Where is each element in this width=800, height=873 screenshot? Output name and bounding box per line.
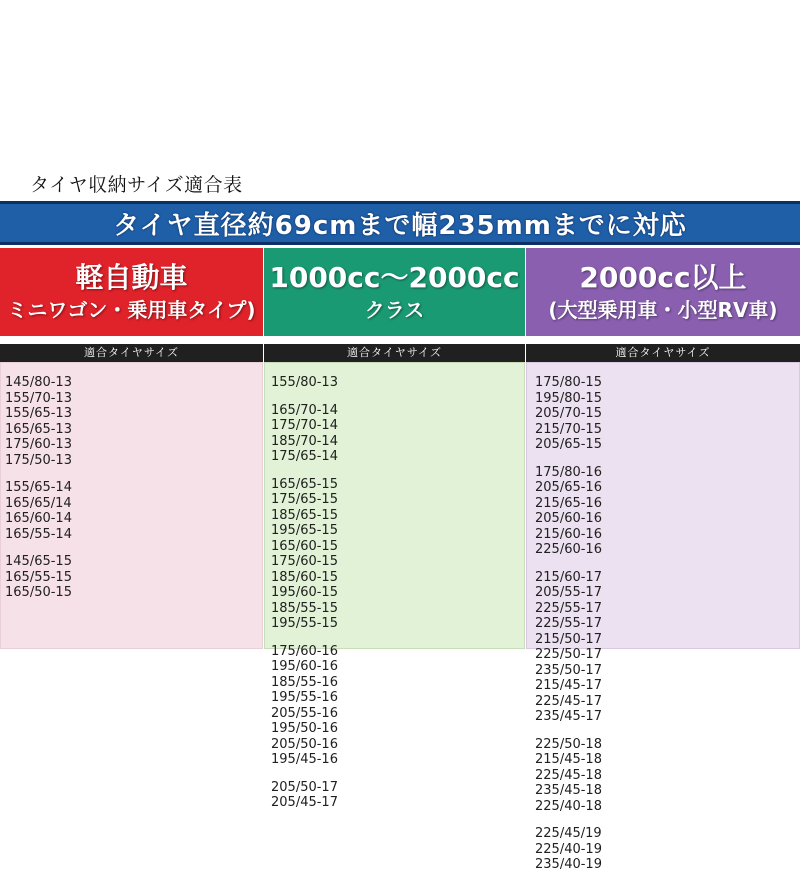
tire-size: 205/50-17 [271, 779, 338, 795]
size-row [271, 780, 524, 811]
tire-size: 235/40-19 [535, 857, 602, 872]
size-list-2000-plus [527, 363, 799, 873]
size-row [535, 570, 799, 617]
tire-size: 215/45-18 [535, 752, 602, 767]
size-group [271, 375, 524, 391]
tire-size: 175/60-16 [271, 643, 338, 659]
size-group [271, 477, 524, 632]
size-row [535, 375, 799, 422]
tire-size: 195/60-15 [271, 585, 338, 600]
size-group [5, 375, 262, 468]
column-header-title: 2000cc以上 [579, 261, 747, 294]
tire-size: 175/50-13 [5, 452, 72, 468]
tire-size: 165/55-15 [5, 569, 72, 585]
tire-size: 165/50-15 [5, 585, 72, 600]
column-header-subtitle: (大型乗用車・小型RV車) [548, 298, 778, 322]
size-label-bar: 適合タイヤサイズ [264, 344, 525, 362]
size-label-bar: 適合タイヤサイズ [526, 344, 800, 362]
tire-size: 165/65/14 [5, 495, 72, 511]
size-list-1000-2000 [265, 363, 524, 811]
tire-size: 195/60-16 [271, 659, 338, 674]
tire-size: 215/45-17 [535, 678, 602, 693]
tire-size: 175/80-16 [535, 464, 602, 480]
tire-size: 215/60-17 [535, 569, 602, 585]
tire-size: 155/70-13 [5, 390, 72, 406]
size-row [535, 422, 799, 453]
size-group [535, 826, 799, 873]
tire-size: 195/55-16 [271, 690, 338, 705]
tire-size: 165/70-14 [271, 402, 338, 418]
tire-size: 205/55-17 [535, 585, 602, 600]
size-row [271, 449, 524, 465]
size-row [535, 616, 799, 663]
size-row [271, 523, 524, 570]
tire-size: 225/55-17 [535, 616, 602, 631]
size-row [271, 616, 524, 632]
tire-size: 215/50-17 [535, 631, 602, 647]
tire-size: 195/45-16 [271, 752, 338, 767]
size-row [271, 690, 524, 737]
tire-size: 145/65-15 [5, 554, 72, 569]
size-row [5, 375, 262, 422]
size-label-bar: 適合タイヤサイズ [0, 344, 263, 362]
size-group [535, 570, 799, 725]
tire-size: 175/65-14 [271, 449, 338, 464]
tire-size: 155/65-14 [5, 480, 72, 495]
size-row [535, 737, 799, 784]
tire-size: 185/65-15 [271, 507, 338, 523]
size-group [271, 644, 524, 768]
size-group [271, 403, 524, 465]
tire-size: 185/70-14 [271, 433, 338, 449]
size-group [535, 375, 799, 453]
tire-size: 215/60-16 [535, 526, 602, 542]
tire-size: 195/65-15 [271, 523, 338, 538]
column-2000-plus [526, 248, 800, 362]
tire-size: 225/50-18 [535, 736, 602, 752]
size-group [5, 554, 262, 601]
column-header-1000-2000 [264, 248, 525, 336]
column-1000-2000 [264, 248, 525, 362]
tire-size: 185/55-15 [271, 600, 338, 616]
tire-size: 155/65-13 [5, 406, 72, 421]
tire-size: 225/45/19 [535, 826, 602, 841]
column-header-2000-plus [526, 248, 800, 336]
tire-size: 165/55-14 [5, 526, 72, 542]
size-row [5, 554, 262, 601]
size-row [271, 477, 524, 524]
size-row [535, 511, 799, 558]
tire-size: 205/65-16 [535, 480, 602, 495]
size-row [271, 737, 524, 768]
size-row [5, 422, 262, 469]
size-row [271, 570, 524, 617]
tire-size: 165/60-15 [271, 538, 338, 554]
tire-size: 225/40-19 [535, 841, 602, 857]
tire-size: 205/45-17 [271, 795, 338, 810]
tire-size: 215/70-15 [535, 421, 602, 437]
size-group [535, 737, 799, 815]
tire-size: 235/45-17 [535, 709, 602, 724]
tire-size: 225/55-17 [535, 600, 602, 616]
size-group [535, 465, 799, 558]
tire-size: 225/40-18 [535, 798, 602, 814]
tire-size: 225/45-17 [535, 693, 602, 709]
tire-size: 205/55-16 [271, 705, 338, 721]
tire-size: 175/60-15 [271, 554, 338, 569]
tire-size: 155/80-13 [271, 375, 338, 390]
tire-size: 195/55-15 [271, 616, 338, 631]
column-header-kei [0, 248, 263, 336]
tire-size: 185/60-15 [271, 569, 338, 585]
tire-size: 205/60-16 [535, 511, 602, 526]
tire-size: 225/45-18 [535, 767, 602, 783]
page-title: タイヤ収納サイズ適合表 [30, 174, 243, 196]
size-row [535, 663, 799, 710]
tire-size: 205/50-16 [271, 736, 338, 752]
column-header-title: 1000cc〜2000cc [269, 261, 520, 294]
size-row [5, 527, 262, 543]
column-header-subtitle: ミニワゴン・乗用車タイプ) [7, 298, 256, 322]
tire-size: 175/80-15 [535, 375, 602, 390]
size-panel-1000-2000 [264, 362, 525, 810]
size-row [535, 783, 799, 814]
size-row [271, 644, 524, 691]
tire-size: 175/70-14 [271, 418, 338, 433]
tire-size: 235/50-17 [535, 662, 602, 678]
size-group [5, 480, 262, 542]
column-header-subtitle: クラス [364, 298, 425, 322]
size-list-kei [1, 363, 262, 601]
tire-size: 145/80-13 [5, 375, 72, 390]
size-panel-2000-plus [526, 362, 800, 872]
column-kei [0, 248, 263, 362]
size-row [535, 465, 799, 512]
tire-size: 165/65-15 [271, 476, 338, 492]
tire-size: 195/50-16 [271, 721, 338, 736]
size-row [535, 826, 799, 873]
size-row [271, 403, 524, 450]
tire-size: 225/50-17 [535, 647, 602, 662]
tire-size: 205/70-15 [535, 406, 602, 421]
tire-size: 165/65-13 [5, 421, 72, 437]
tire-size: 205/65-15 [535, 437, 602, 452]
tire-size: 195/80-15 [535, 390, 602, 406]
capacity-banner: タイヤ直径約69cmまで幅235mmまでに対応 [0, 201, 800, 245]
tire-size: 175/60-13 [5, 437, 72, 452]
size-row [5, 480, 262, 527]
tire-size: 215/65-16 [535, 495, 602, 511]
tire-size: 235/45-18 [535, 783, 602, 798]
tire-size: 225/60-16 [535, 542, 602, 557]
tire-size: 185/55-16 [271, 674, 338, 690]
size-panel-kei [0, 362, 263, 649]
size-row [535, 709, 799, 725]
tire-size: 165/60-14 [5, 511, 72, 526]
size-group [271, 780, 524, 811]
tire-size: 175/65-15 [271, 492, 338, 507]
column-header-title: 軽自動車 [75, 261, 188, 294]
size-row [271, 375, 524, 391]
